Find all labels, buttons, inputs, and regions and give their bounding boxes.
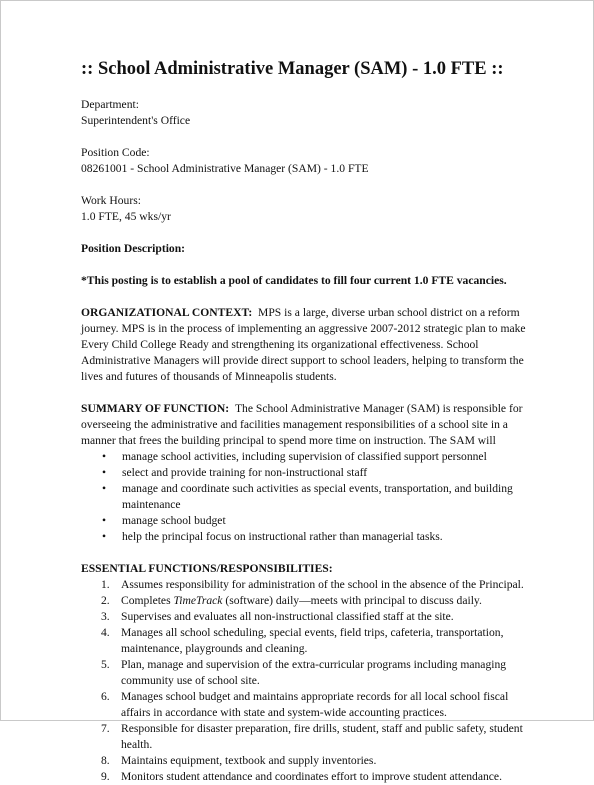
item-text-part: (software) daily—meets with principal to discuss daily.: [222, 594, 482, 607]
bullet-text: • manage school budget: [122, 514, 226, 527]
function-item: [81, 577, 541, 593]
organizational-context-line: Every Child College Ready and strengthening its organizational effectiveness. School: [81, 338, 479, 351]
item-number: 3.: [101, 610, 110, 623]
item-text: Assumes responsibility for administration of the school in the absence of the Principal.: [121, 578, 524, 591]
organizational-context-section: [81, 305, 541, 385]
item-text: [121, 593, 541, 609]
item-text: Monitors student attendance and coordinates effort to improve student attendance.: [121, 770, 502, 783]
department-label: Department:: [81, 98, 139, 111]
department-section: [81, 97, 541, 129]
work-hours-section: [81, 193, 541, 225]
item-text: Manages school budget and maintains appropriate records for all local school fiscal: [121, 690, 509, 703]
function-item: [81, 625, 541, 657]
function-item: [81, 609, 541, 625]
item-number: 6.: [101, 690, 110, 703]
organizational-context-line: lives and futures of thousands of Minneapolis students.: [81, 370, 337, 383]
organizational-context-line: [81, 305, 541, 321]
summary-line: [81, 401, 541, 417]
bullet-text: • help the principal focus on instructional rather than managerial tasks.: [122, 530, 443, 543]
item-number: 1.: [101, 578, 110, 591]
organizational-context-heading: ORGANIZATIONAL CONTEXT:: [81, 306, 253, 319]
item-text: Responsible for disaster preparation, fire drills, student, staff and public safety, student: [121, 722, 523, 735]
function-item: [81, 769, 541, 785]
function-item: [81, 657, 541, 689]
position-code-label: Position Code:: [81, 146, 150, 159]
item-number: 8.: [101, 754, 110, 767]
item-text: maintenance, playgrounds and cleaning.: [121, 642, 308, 655]
item-text: Plan, manage and supervision of the extra-curricular programs including managing: [121, 658, 507, 671]
position-code-value: 08261001 - School Administrative Manager (SAM) - 1.0 FTE: [81, 162, 369, 175]
position-description-heading: Position Description:: [81, 242, 186, 255]
item-text: health.: [121, 738, 153, 751]
work-hours-label: Work Hours:: [81, 194, 141, 207]
summary-bullet-list: [81, 449, 541, 545]
summary-line: manner that frees the building principal to spend more time on instruction. The SAM will: [81, 434, 496, 447]
item-number: 7.: [101, 722, 110, 735]
bullet-item: [81, 513, 541, 529]
bullet-text: maintenance: [122, 498, 181, 511]
essential-functions-list: [81, 577, 541, 785]
timetrack-term: TimeTrack: [173, 594, 223, 607]
item-text: Supervises and evaluates all non-instructional classified staff at the site.: [121, 610, 454, 623]
document-title: :: School Administrative Manager (SAM) - 1.0 FTE ::: [81, 59, 504, 79]
bullet-item: [81, 481, 541, 513]
item-number: 4.: [101, 626, 110, 639]
department-value: Superintendent's Office: [81, 114, 191, 127]
bullet-item: [81, 465, 541, 481]
essential-functions-heading: ESSENTIAL FUNCTIONS/RESPONSIBILITIES:: [81, 562, 333, 575]
item-text: Manages all school scheduling, special events, field trips, cafeteria, transportation,: [121, 626, 504, 639]
bullet-text: • manage school activities, including supervision of classified support personnel: [122, 450, 487, 463]
function-item: [81, 753, 541, 769]
organizational-context-line: journey. MPS is in the process of implementing an aggressive 2007-2012 strategic plan to make: [81, 322, 526, 335]
organizational-context-text: MPS is a large, diverse urban school district on a reform: [258, 306, 520, 319]
bullet-item: [81, 529, 541, 545]
summary-text: The School Administrative Manager (SAM) is responsible for: [234, 402, 523, 415]
essential-functions-section: [81, 561, 541, 785]
item-text-part: Completes: [121, 594, 174, 607]
function-item: [81, 689, 541, 721]
organizational-context-line: Administrative Managers will provide direct support to school leaders, helping to transform the: [81, 354, 524, 367]
item-number: 9.: [101, 770, 110, 783]
item-number: 2.: [101, 594, 110, 607]
item-number: 5.: [101, 658, 110, 671]
summary-line: overseeing the administrative and facilities management responsibilities of a school site in a: [81, 418, 508, 431]
function-item: [81, 721, 541, 753]
item-text: affairs in accordance with state and system-wide accounting practices.: [121, 706, 447, 719]
vacancy-notice: *This posting is to establish a pool of candidates to fill four current 1.0 FTE vacancies.: [81, 274, 507, 287]
position-code-section: [81, 145, 541, 177]
item-text: Maintains equipment, textbook and supply inventories.: [121, 754, 377, 767]
summary-of-function-section: [81, 401, 541, 545]
item-text: community use of school site.: [121, 674, 260, 687]
bullet-item: [81, 449, 541, 465]
function-item: [81, 593, 541, 609]
bullet-text: • select and provide training for non-instructional staff: [122, 466, 368, 479]
bullet-text: • manage and coordinate such activities as special events, transportation, and building: [122, 482, 513, 495]
summary-of-function-heading: SUMMARY OF FUNCTION:: [81, 402, 230, 415]
work-hours-value: 1.0 FTE, 45 wks/yr: [81, 210, 171, 223]
job-posting-document: [81, 58, 541, 785]
